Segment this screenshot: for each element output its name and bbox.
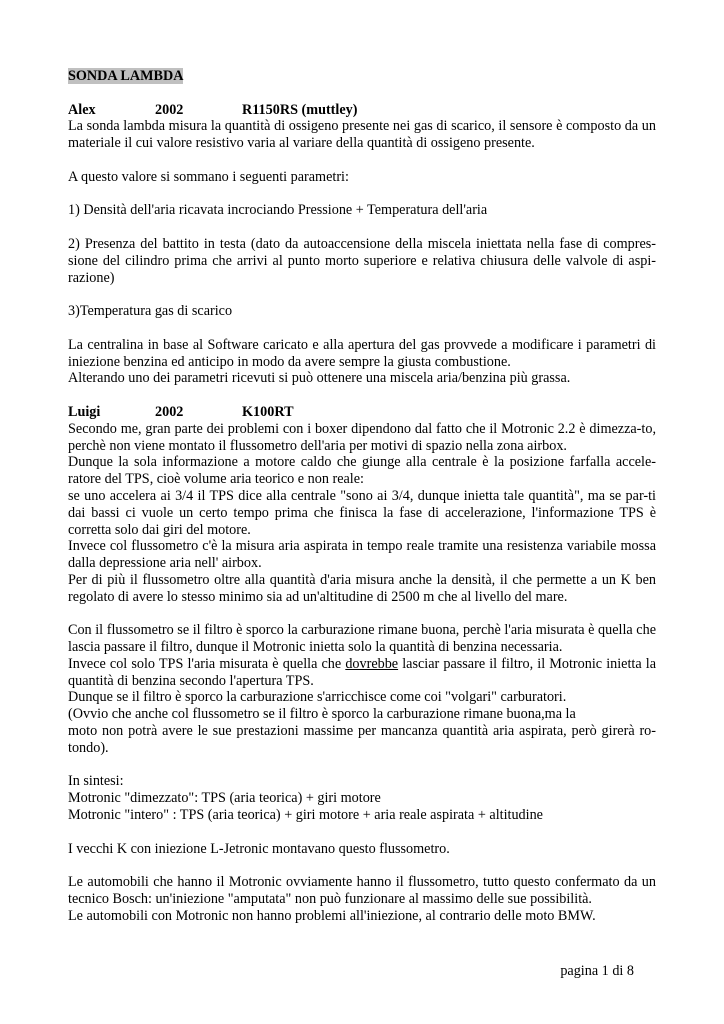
- section2-model: K100RT: [242, 403, 294, 420]
- section2-paragraph-9a: (Ovvio che anche col flussometro se il filtro è sporco la carburazione rimane buona,ma la: [68, 706, 576, 723]
- section2-paragraph-6: Con il flussometro se il filtro è sporco la carburazione rimane buona, perchè l'aria misurata è quella che lascia passare il filtro, dunque il Motronic inietta solo la quantità di benzina necessaria.: [68, 622, 656, 656]
- p7-text-a: Invece col solo TPS l'aria misurata è quella che: [68, 655, 346, 672]
- section2-paragraph-11b: Le automobili con Motronic non hanno problemi all'iniezione, al contrario delle moto BMW.: [68, 907, 596, 924]
- section2-paragraph-8: Dunque se il filtro è sporco la carburazione s'arricchisce come coi "volgari" carburatori.: [68, 689, 567, 706]
- section2-paragraph-2: Dunque la sola informazione a motore caldo che giunge alla centrale è la posizione farfalla accele-ratore del TPS, cioè volume aria teorico e non reale:: [68, 454, 656, 488]
- section1-param-1: 1) Densità dell'aria ricavata incrociando Pressione + Temperatura dell'aria: [68, 202, 488, 219]
- section1-model: R1150RS (muttley): [242, 101, 358, 118]
- section1-params-intro: A questo valore si sommano i seguenti parametri:: [68, 168, 349, 185]
- page-number: pagina 1 di 8: [560, 963, 634, 979]
- section2-paragraph-10: I vecchi K con iniezione L-Jetronic montavano questo flussometro.: [68, 840, 450, 857]
- summary-title: In sintesi:: [68, 773, 124, 790]
- section1-header: [68, 102, 656, 119]
- section2-paragraph-7: [68, 656, 656, 690]
- section1-year: 2002: [155, 101, 184, 118]
- document-body: [68, 68, 656, 925]
- summary-line-2: Motronic "intero" : TPS (aria teorica) + giri motore + aria reale aspirata + altitudine: [68, 807, 543, 824]
- section2-paragraph-11a: Le automobili che hanno il Motronic ovviamente hanno il flussometro, tutto questo confermato da un tecnico Bosch: un'iniezione "amputata" non può funzionare al massimo delle sue possibilità.: [68, 874, 656, 908]
- section2-paragraph-4: Invece col flussometro c'è la misura aria aspirata in tempo reale tramite una resistenza variabile mossa dalla depressione aria nell' airbox.: [68, 538, 656, 572]
- section1-param-3: 3)Temperatura gas di scarico: [68, 303, 233, 320]
- section1-conclusion-1: La centralina in base al Software caricato e alla apertura del gas provvede a modificare i parametri di iniezione benzina ed anticipo in modo da avere sempre la giusta combustione.: [68, 336, 656, 370]
- document-title: SONDA LAMBDA: [68, 68, 184, 84]
- summary-line-1: Motronic "dimezzato": TPS (aria teorica) + giri motore: [68, 790, 381, 807]
- section2-paragraph-1: Secondo me, gran parte dei problemi con i boxer dipendono dal fatto che il Motronic 2.2 è dimezza-to, perchè non viene montato il flussometro dell'aria per motivi di spazio nella zona airbox.: [68, 420, 656, 454]
- p7-text-b: lasciar passare il filtro, il Motronic inietta la quantità di benzina secondo l'apertura TPS.: [68, 655, 657, 689]
- section2-author: Luigi: [68, 403, 101, 420]
- section2-paragraph-9b: moto non potrà avere le sue prestazioni massime per mancanza quantità aria aspirata, però girerà ro-tondo).: [68, 723, 656, 756]
- section2-paragraph-5: Per di più il flussometro oltre alla quantità d'aria misura anche la densità, il che permette a un K ben regolato di avere lo stesso minimo sia ad un'altitudine di 2500 m che al livello del mare.: [68, 571, 656, 605]
- section1-param-2: 2) Presenza del battito in testa (dato da autoaccensione della miscela iniettata nella fase di compres-sione del cilindro prima che arrivi al punto morto superiore e relativa chiusura delle valvole di aspi-razione): [68, 235, 656, 286]
- section2-header: [68, 404, 656, 421]
- section1-intro: La sonda lambda misura la quantità di ossigeno presente nei gas di scarico, il sensore è composto da un materiale il cui valore resistivo varia al variare della quantità di ossigeno presente.: [68, 118, 656, 152]
- p7-underlined-word: dovrebbe: [345, 655, 399, 672]
- section2-paragraph-3: se uno accelera ai 3/4 il TPS dice alla centrale "sono ai 3/4, dunque inietta tale quantità", ma se par-ti dai bassi ci vuole un certo tempo prima che finisca la fase di accelerazione, l'informazione TPS è corretta solo dai giri del motore.: [68, 487, 656, 538]
- document-title-line: [68, 68, 656, 85]
- section1-conclusion-2: Alterando uno dei parametri ricevuti si può ottenere una miscela aria/benzina più grassa.: [68, 370, 571, 387]
- section2-year: 2002: [155, 403, 184, 420]
- section1-author: Alex: [68, 101, 96, 118]
